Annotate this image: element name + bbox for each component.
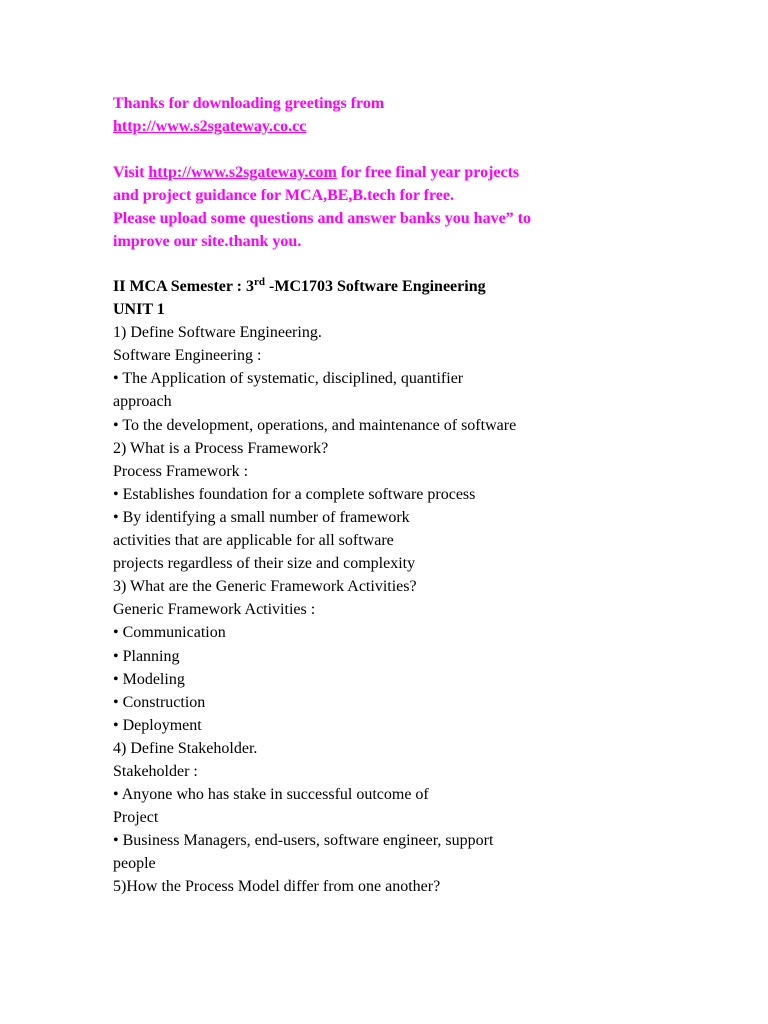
text-line: • Anyone who has stake in successful outcome of	[113, 786, 429, 804]
title-superscript: rd	[254, 276, 266, 288]
text-line: • To the development, operations, and maintenance of software	[113, 416, 517, 434]
text-line: • Establishes foundation for a complete software process	[113, 485, 476, 503]
site-link[interactable]: http://www.s2sgateway.co.cc	[113, 118, 307, 135]
promo-block	[113, 92, 768, 253]
visit-prefix: Visit	[113, 164, 149, 181]
text-line: 5)How the Process Model differ from one another?	[113, 878, 441, 896]
text-line: • Construction	[113, 693, 206, 711]
text-line: Project	[113, 809, 159, 827]
text-line: • Planning	[113, 647, 180, 665]
text-line: 2) What is a Process Framework?	[113, 439, 329, 457]
text-line: Generic Framework Activities :	[113, 601, 316, 619]
text-line: • Communication	[113, 624, 226, 642]
title-prefix: II MCA Semester : 3	[113, 278, 255, 295]
text-line: Software Engineering :	[113, 347, 262, 365]
visit-suffix: for free final year projects	[336, 164, 520, 181]
visit-link[interactable]: http://www.s2sgateway.com	[148, 164, 337, 181]
title-suffix: -MC1703 Software Engineering	[265, 278, 486, 295]
text-line: approach	[113, 393, 172, 411]
text-line: people	[113, 855, 156, 873]
thanks-line: improve our site.thank you.	[113, 233, 302, 250]
text-line: activities that are applicable for all software	[113, 532, 394, 550]
text-line: • Business Managers, end-users, software engineer, support	[113, 832, 494, 850]
document-title	[113, 275, 768, 298]
text-line: Stakeholder :	[113, 762, 198, 780]
text-line: 4) Define Stakeholder.	[113, 739, 258, 757]
text-line: 1) Define Software Engineering.	[113, 324, 322, 342]
guidance-line: and project guidance for MCA,BE,B.tech for free.	[113, 187, 454, 204]
visit-line	[113, 161, 768, 184]
text-line: Process Framework :	[113, 462, 249, 480]
text-line: • The Application of systematic, disciplined, quantifier	[113, 370, 464, 388]
text-line: • Deployment	[113, 716, 202, 734]
text-line: • By identifying a small number of framework	[113, 508, 410, 526]
content-body	[113, 321, 768, 898]
text-line: 3) What are the Generic Framework Activities?	[113, 578, 417, 596]
text-line: • Modeling	[113, 670, 185, 688]
text-line: projects regardless of their size and complexity	[113, 555, 416, 573]
upload-request-line: Please upload some questions and answer banks you have” to	[113, 210, 532, 227]
greeting-line: Thanks for downloading greetings from	[113, 95, 385, 112]
unit-heading: UNIT 1	[113, 301, 165, 319]
